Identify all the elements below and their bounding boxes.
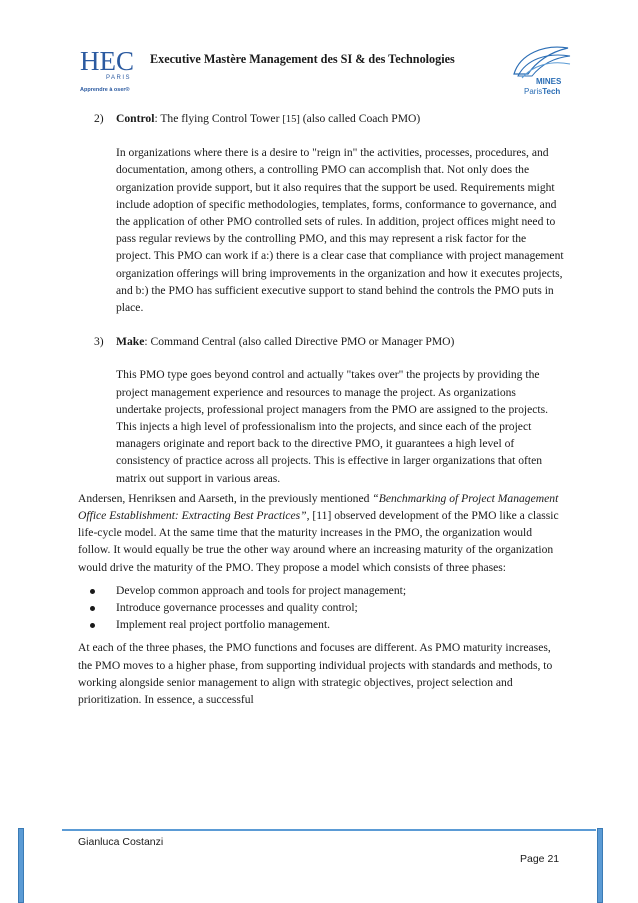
footer-right-bar bbox=[597, 828, 603, 903]
list-item: Implement real project portfolio management. bbox=[116, 616, 564, 633]
list-item-make bbox=[78, 333, 564, 487]
hec-logo-tagline: Apprendre à oser® bbox=[80, 87, 130, 93]
item-label: Make bbox=[116, 335, 145, 349]
paper-title-quote: “Benchmarking of Project Management Office Establishment: Extracting Best Practices”, bbox=[78, 491, 559, 523]
mines-logo-sub1: Paris bbox=[524, 87, 543, 96]
item-body-text: In organizations where there is a desire to "reign in" the activities, processes, procedures, and documentation, among others, a controlling PMO can accomplish that. Not only does the organization provide support, but it also requires that the support be used. Requirements might include adoption of specific methodologies, templates, forms, conformance to governance, and the application of other PMO controlled sets of rules. In addition, project offices might need to pass regular reviews by the controlling PMO, and this may represent a risk factor for the project. This PMO can work if a:) there is a clear case that compliance with project management organization offerings will bring improvements in the organization and how it executes projects, and b:) the PMO has sufficient executive support to stand behind the controls the PMO puts in place. bbox=[116, 146, 564, 315]
mines-logo-text: MINES bbox=[536, 77, 562, 86]
body-paragraph bbox=[78, 490, 564, 576]
mines-logo-sub2: Tech bbox=[542, 87, 561, 96]
svg-text:ParisTech bbox=[524, 87, 560, 96]
item-body-text: This PMO type goes beyond control and actually "takes over" the projects by providing the project management experience and resources to manage the project. As organizations undertake projects, professional project managers from the PMO are assigned to the projects. This injects a high level of professionalism into the projects, and since each of the project managers originate and report back to the directive PMO, it guarantees a high level of consistency of practice across all projects. This is effective in larger organizations that often matrix out support in various areas. bbox=[116, 368, 549, 485]
item-heading bbox=[78, 333, 564, 350]
list-item: Develop common approach and tools for project management; bbox=[116, 582, 564, 599]
item-heading bbox=[78, 110, 564, 128]
mines-paristech-logo bbox=[506, 40, 574, 98]
body-paragraph: At each of the three phases, the PMO functions and focuses are different. As PMO maturity increases, the PMO moves to a higher phase, from supporting individual projects with standards and methods, to working alongside senior management to align with strategic objectives, project selection and prioritization. In essence, a successful bbox=[78, 641, 553, 707]
hec-logo-city: PARIS bbox=[106, 75, 132, 81]
header-title: Executive Mastère Management des SI & des Technologies bbox=[150, 52, 455, 66]
footer-divider bbox=[62, 829, 596, 831]
item-title: : The flying Control Tower bbox=[154, 112, 283, 125]
list-item-control bbox=[78, 110, 564, 316]
page-content bbox=[78, 110, 564, 708]
footer-author: Gianluca Costanzi bbox=[78, 836, 164, 848]
item-title-tail: (also called Coach PMO) bbox=[299, 112, 421, 125]
list-item: Introduce governance processes and quality control; bbox=[116, 599, 564, 616]
page-number: Page 21 bbox=[520, 853, 560, 865]
item-number: 2) bbox=[94, 112, 104, 125]
item-citation: [15] bbox=[282, 114, 300, 125]
paragraph-text: Andersen, Henriksen and Aarseth, in the previously mentioned bbox=[78, 491, 373, 505]
hec-logo-text: HEC bbox=[80, 46, 134, 76]
item-label: Control bbox=[116, 112, 155, 125]
paragraph-text-cont: [11] observed development of the PMO like a classic life-cycle model. At the same time that the maturity increases in the PMO, the organization would follow. It would equally be true the other way around where an increasing maturity of the organization would drive the maturity of the PMO. They propose a model which consists of three phases: bbox=[78, 509, 559, 574]
footer-left-bar bbox=[18, 828, 24, 903]
hec-paris-logo bbox=[78, 44, 156, 94]
item-title: : Command Central (also called Directive PMO or Manager PMO) bbox=[144, 335, 455, 349]
item-number: 3) bbox=[94, 335, 104, 349]
phases-list bbox=[78, 582, 564, 634]
